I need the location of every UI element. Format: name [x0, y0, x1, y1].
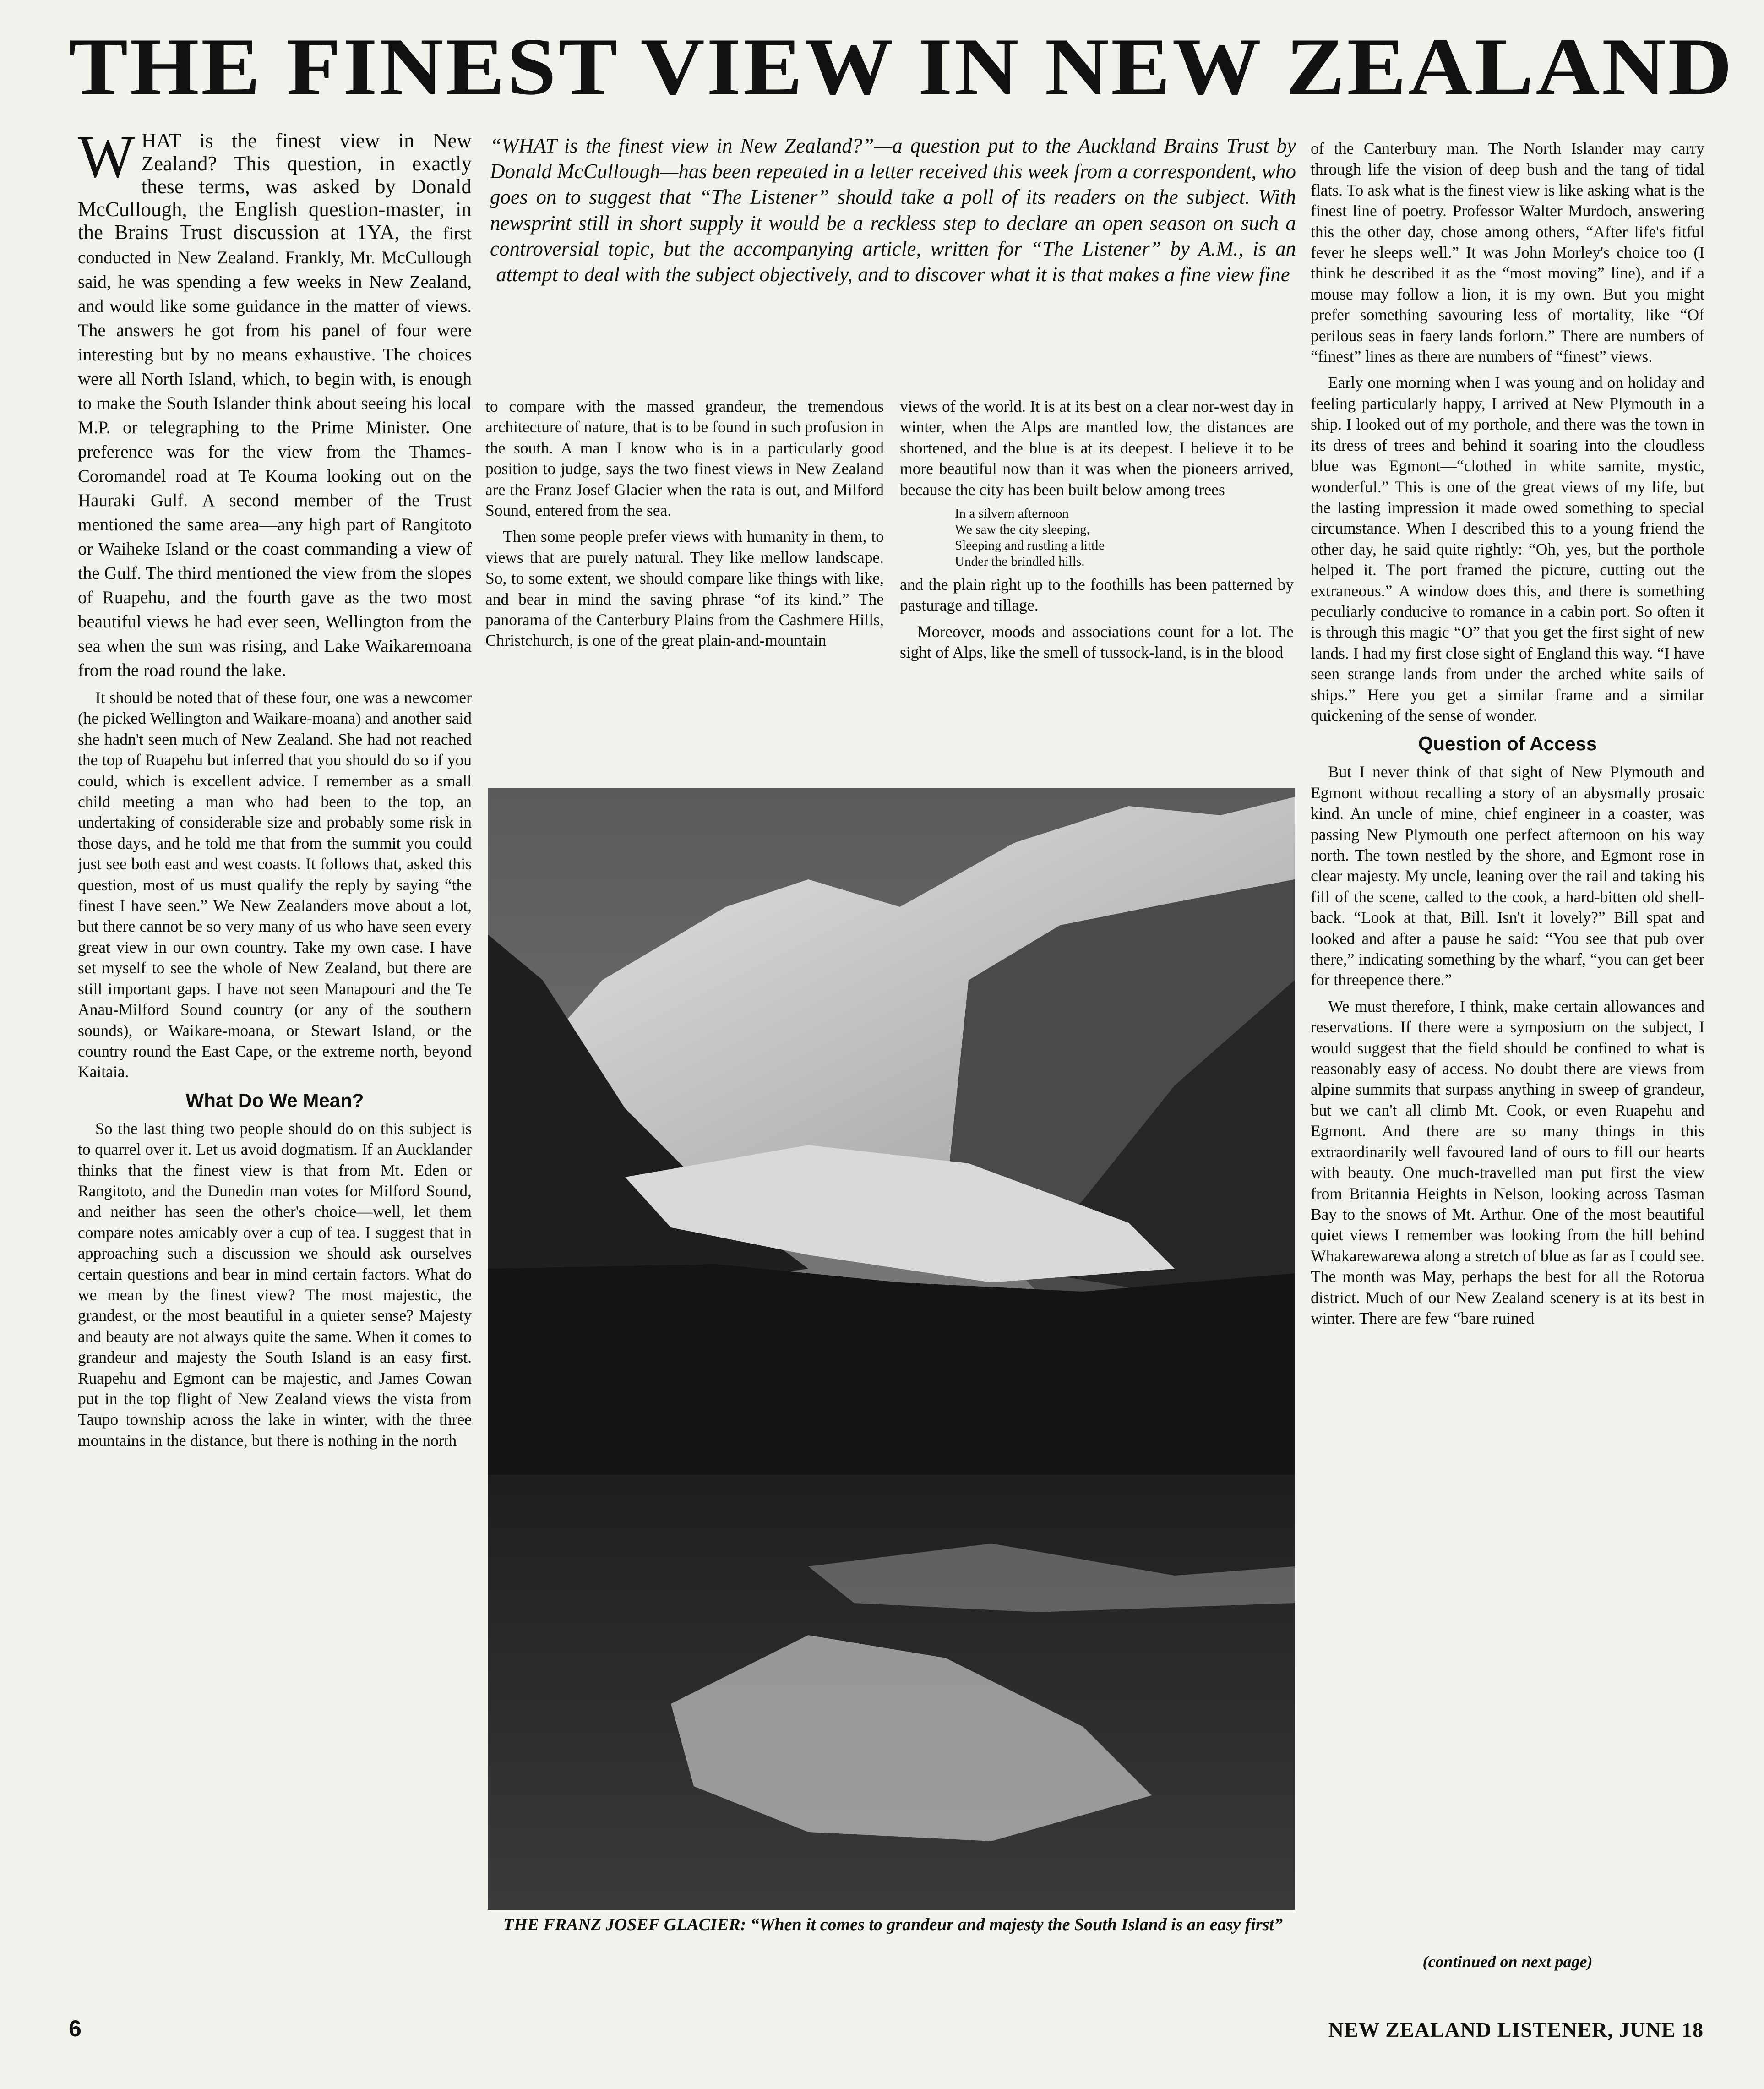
- paragraph: It should be noted that of these four, one was a newcomer (he picked Wellington and Waikare-moana) and another said she hadn't seen much of New Zealand. She had not reached the top of Ruapehu but inferred that you should do so if you could, which is excellent advice. I remember as a small child meeting a man who had been to the top, an undertaking of considerable size and probably some risk in those days, and he told me that from the summit you could just see both east and west coasts. It follows that, asked this question, most of us must qualify the reply by saying “the finest I have seen.” We New Zealanders move about a lot, but there cannot be so very many of us who have seen every great view in our own country. Take my own case. I have set myself to see the whole of New Zealand, but there are still important gaps. I have not seen Manapouri and the Te Anau-Milford Sound country (or any of the southern sounds), or Waikare-moana, or Stewart Island, or the country round the East Cape, or the extreme north, beyond Kaitaia.: [78, 688, 472, 1081]
- subheading-question-of-access: Question of Access: [1418, 733, 1597, 755]
- poem-line: We saw the city sleeping,: [955, 522, 1090, 537]
- photo-caption: THE FRANZ JOSEF GLACIER: “When it comes to grandeur and majesty the South Island is an easy first”: [503, 1915, 1283, 1934]
- glacier-photo-illustration: [488, 788, 1295, 1910]
- poem-line: Under the brindled hills.: [955, 554, 1085, 569]
- continued-note: (continued on next page): [1422, 1953, 1593, 1971]
- poem-line: Sleeping and rustling a little: [955, 538, 1105, 553]
- paragraph: Moreover, moods and associations count for a lot. The sight of Alps, like the smell of tussock-land, is in the blood: [900, 622, 1294, 662]
- lead-paragraph: [78, 129, 472, 682]
- glacier-photo: [488, 788, 1295, 1910]
- paragraph: Early one morning when I was young and on holiday and feeling particularly happy, I arrived at New Plymouth in a ship. I looked out of my porthole, and there was the town in its dress of trees and behind it soaring into the cloudless blue was Egmont—“clothed in white samite, mystic, wonderful.” This is one of the great views of my life, but the lasting impression it made owed something to special circumstance. When I described this to a young friend the other day, he said quite rightly: “Oh, yes, but the porthole helped it. The port framed the picture, cutting out the extraneous.” A window does this, and there is something peculiarly conducive to romance in a cabin port. So often it is through this magic “O” that you get the first sight of new lands. I had my first close sight of England this way. “I have seen strange lands from under the arched white sails of ships.” Here you get a similar frame and a similar quickening of the sense of wonder.: [1311, 373, 1704, 725]
- footer-masthead: NEW ZEALAND LISTENER, JUNE 18: [1328, 2018, 1704, 2041]
- paragraph: of the Canterbury man. The North Islander may carry through life the vision of deep bush and the tang of tidal flats. To ask what is the finest view is like asking what is the finest line of poetry. Professor Walter Murdoch, answering this the other day, chose among others, “After life's fitful fever he sleeps well.” It was John Morley's choice too (I think he described it as the “most moving” line), and if a mouse may follow a lion, it is my own. But you might prefer something savouring less of mortality, like “Of perilous seas in faery lands forlorn.” There are numbers of “finest” lines as there are numbers of “finest” views.: [1311, 139, 1704, 366]
- poem-line: In a silvern afternoon: [955, 506, 1069, 521]
- paragraph: We must therefore, I think, make certain allowances and reservations. If there were a symposium on the subject, I would suggest that the field should be confined to what is reasonably easy of access. No doubt there are views from alpine summits that surpass anything in sweep of grandeur, but we can't all climb Mt. Cook, or even Ruapehu and Egmont. And there are so many things in this extraordinarily well favoured land of ours to fill our hearts with beauty. One much-travelled man put first the view from Britannia Heights in Nelson, looking across Tasman Bay to the snows of Mt. Arthur. One of the most beautiful quiet views I remember was looking from the hill behind Whakarewarewa along a stretch of blue as far as I could see. The month was May, perhaps the best for all the Rotorua district. Much of our New Zealand scenery is at its best in winter. There are few “bare ruined: [1311, 997, 1704, 1327]
- paragraph: Then some people prefer views with humanity in them, to views that are purely natural. They like mellow landscape. So, to some extent, we should compare like things with like, and bear in mind the saving phrase “of its kind.” The panorama of the Canterbury Plains from the Cashmere Hills, Christchurch, is one of the great plain-and-mountain: [485, 527, 884, 650]
- paragraph: So the last thing two people should do on this subject is to quarrel over it. Let us avoid dogmatism. If an Aucklander thinks that the finest view is that from Mt. Eden or Rangitoto, and the Dunedin man votes for Milford Sound, and neither has seen the other's choice—well, let them compare notes amicably over a cup of tea. I suggest that in approaching such a discussion we should ask ourselves certain questions and bear in mind certain factors. What do we mean by the finest view? The most majestic, the grandest, or the most beautiful in a quieter sense? Majesty and beauty are not always quite the same. When it comes to grandeur and majesty the South Island is an easy first. Ruapehu and Egmont can be majestic, and James Cowan put in the top flight of New Zealand views the vista from Taupo township across the lake in winter, with the three mountains in the distance, but there is nothing in the north: [78, 1119, 472, 1450]
- paragraph: But I never think of that sight of New Plymouth and Egmont without recalling a story of an abysmally prosaic kind. An uncle of mine, chief engineer in a coaster, was passing New Plymouth one perfect afternoon on his way north. The town nestled by the shore, and Egmont rose in clear majesty. My uncle, leaning over the rail and taking his fill of the scene, called to the cook, a hard-bitten old shell-back. “Look at that, Bill. Isn't it lovely?” Bill spat and looked and after a pause he said: “You see that pub over there,” indicating something by the wharf, “you can get beer for threepence there.”: [1311, 763, 1704, 989]
- intro-standfirst: “WHAT is the finest view in New Zealand?”—a question put to the Auckland Brains Trust by Donald McCullough—has been repeated in a letter received this week from a correspondent, who goes on to suggest that “The Listener” should take a poll of its readers on the subject. With newsprint still in short supply it would be a reckless step to declare an open season on such a controversial topic, but the accompanying article, written for “The Listener” by A.M., is an attempt to deal with the subject objectively, and to discover what it is that makes a fine view fine: [490, 134, 1296, 286]
- lead-text: HAT is the finest view in New Zealand? This question, in exactly these terms, was asked by Donald McCullough, the English question-master, in the Brains Trust discussion at 1YA,: [78, 129, 472, 244]
- forest-band: [488, 1264, 1295, 1475]
- page-number: 6: [69, 2016, 82, 2041]
- column-3: [900, 396, 1294, 763]
- paragraph: and the plain right up to the foothills has been patterned by pasturage and tillage.: [900, 575, 1294, 615]
- lead-text-rest: the first conducted in New Zealand. Frankly, Mr. McCullough said, he was spending a few weeks in New Zealand, and would like some guidance in the matter of views. The answers he got from his panel of four were interesting but by no means exhaustive. The choices were all North Island, which, to begin with, is enough to make the South Islander think about seeing his local M.P. or telegraphing to the Prime Minister. One preference was for the view from the Thames-Coromandel road at Te Kouma looking out on the Hauraki Gulf. A second member of the Trust mentioned the same area—any high part of Rangitoto or Waiheke Island or the coast commanding a view of the Gulf. The third mentioned the view from the slopes of Ruapehu, and the fourth gave as the two most beautiful views he had ever seen, Wellington from the sea when the sun was rising, and Lake Waikaremoana from the road round the lake.: [78, 224, 472, 680]
- subheading-what-do-we-mean: What Do We Mean?: [185, 1089, 364, 1111]
- column-1: [78, 129, 472, 1911]
- column-4: [1311, 138, 1704, 1934]
- paragraph: views of the world. It is at its best on a clear nor-west day in winter, when the Alps are mantled low, the distances are shortened, and the blue is at its deepest. I believe it to be more beautiful now than it was when the pioneers arrived, because the city has been built below among trees: [900, 397, 1294, 499]
- poem-quote: [955, 506, 1294, 570]
- column-2: [485, 396, 884, 763]
- drop-cap: W: [78, 129, 135, 190]
- headline: THE FINEST VIEW IN NEW ZEALAND: [69, 21, 1734, 112]
- paragraph: to compare with the massed grandeur, the tremendous architecture of nature, that is to be found in such profusion in the south. A man I know who is in a particularly good position to judge, says the two finest views in New Zealand are the Franz Josef Glacier when the rata is out, and Milford Sound, entered from the sea.: [485, 397, 884, 520]
